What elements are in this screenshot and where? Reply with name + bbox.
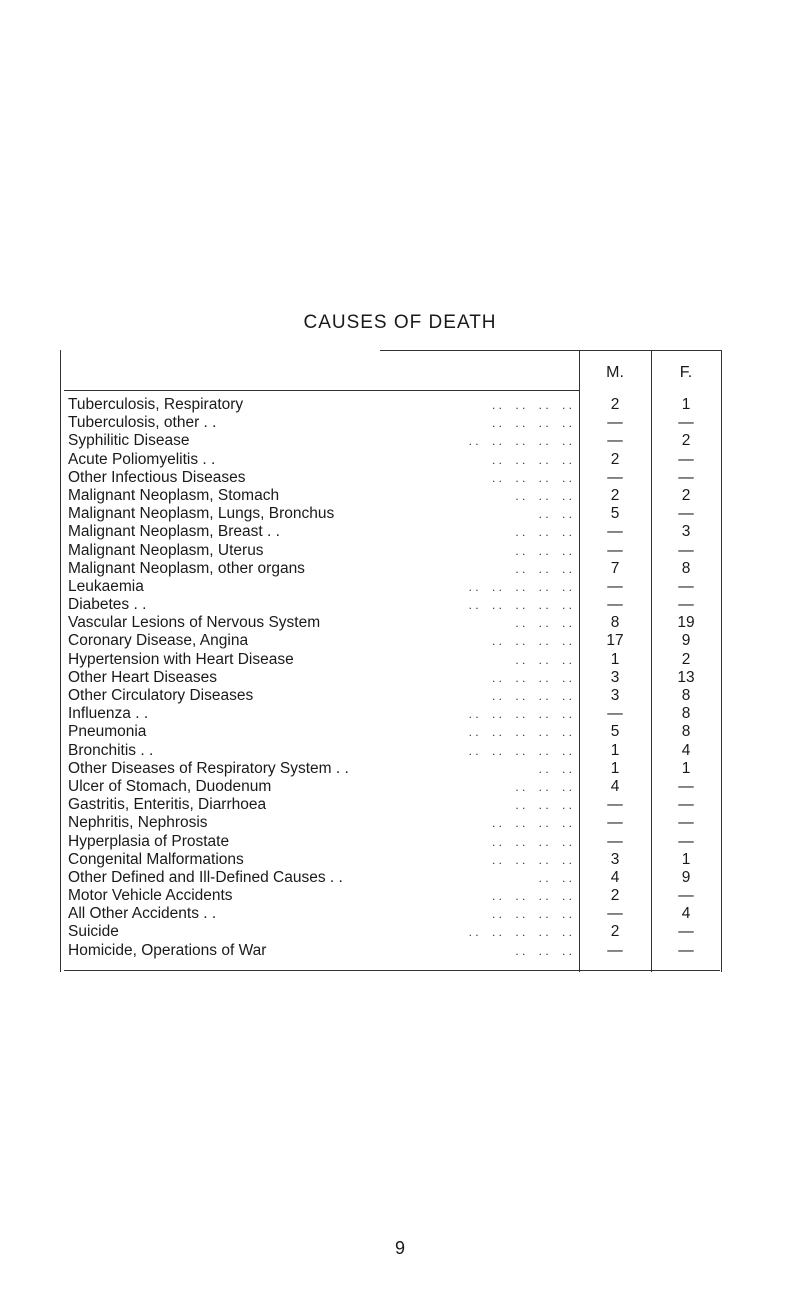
- female-count: —: [678, 541, 694, 559]
- cause-label: Malignant Neoplasm, Stomach: [68, 486, 280, 504]
- leader-dots: . . . . . .: [515, 561, 572, 576]
- cause-label: Bronchitis . .: [68, 741, 154, 759]
- leader-dots: . . . . . . . .: [491, 452, 572, 467]
- male-count: 2: [610, 450, 620, 468]
- cause-label: Pneumonia: [68, 723, 147, 741]
- female-count: 2: [681, 432, 691, 450]
- page-title: CAUSES OF DEATH: [303, 312, 497, 333]
- table-row: [60, 596, 722, 614]
- female-count: 9: [681, 868, 691, 886]
- male-count: 1: [610, 759, 620, 777]
- male-count: 5: [610, 723, 620, 741]
- table-row: [60, 760, 722, 778]
- cause-label: Tuberculosis, Respiratory: [68, 396, 244, 413]
- cause-label: Suicide: [68, 923, 119, 941]
- cause-label: Other Circulatory Diseases: [68, 687, 254, 704]
- male-count: —: [607, 432, 623, 450]
- male-count: 17: [606, 632, 624, 650]
- male-count: 3: [610, 687, 620, 704]
- male-count: —: [607, 905, 623, 923]
- male-count: —: [607, 832, 623, 850]
- male-count: —: [607, 541, 623, 559]
- female-count: —: [678, 941, 694, 959]
- leader-dots: . . . . . .: [515, 943, 572, 958]
- female-count: 1: [681, 759, 691, 777]
- cause-label: Coronary Disease, Angina: [68, 632, 249, 650]
- table-row: [60, 723, 722, 741]
- leader-dots: . . . . . . . . . .: [468, 579, 572, 594]
- cause-label: Motor Vehicle Accidents: [68, 887, 233, 905]
- male-count: 3: [610, 850, 620, 868]
- male-count: —: [607, 414, 623, 432]
- female-count: 2: [681, 486, 691, 504]
- table-row: [60, 560, 722, 578]
- male-count: 3: [610, 668, 620, 686]
- male-count: —: [607, 468, 623, 486]
- female-count: —: [678, 450, 694, 468]
- leader-dots: . . . . . . . . . .: [468, 707, 572, 722]
- table-row: [60, 505, 722, 523]
- leader-dots: . . . . . . . . . .: [468, 598, 572, 613]
- female-count: —: [678, 596, 694, 614]
- cause-label: Syphilitic Disease: [68, 432, 190, 450]
- header-rule: [64, 390, 579, 391]
- table-row: [60, 669, 722, 687]
- table-row: [60, 778, 722, 796]
- female-count: 13: [677, 668, 695, 686]
- male-count: 2: [610, 486, 620, 504]
- leader-dots: . . . . . . . .: [491, 634, 572, 649]
- female-count: 3: [681, 523, 691, 541]
- female-count: —: [678, 923, 694, 941]
- female-count: —: [678, 414, 694, 432]
- leader-dots: . . . . . . . .: [491, 852, 572, 867]
- female-count: —: [678, 468, 694, 486]
- female-count: 8: [681, 559, 691, 577]
- cause-label: Hyperplasia of Prostate: [68, 832, 230, 850]
- male-count: 8: [610, 614, 620, 632]
- female-count: —: [678, 814, 694, 832]
- table-row: [60, 814, 722, 832]
- male-count: —: [607, 596, 623, 614]
- cause-label: Other Defined and Ill-Defined Causes . .: [68, 868, 343, 886]
- table-row: [60, 796, 722, 814]
- cause-label: Diabetes . .: [68, 596, 147, 614]
- table-row: [60, 523, 722, 541]
- male-count: —: [607, 814, 623, 832]
- leader-dots: . . . .: [538, 870, 572, 885]
- male-count: —: [607, 705, 623, 723]
- table-row: [60, 614, 722, 632]
- cause-label: Congenital Malformations: [68, 850, 244, 868]
- female-count: 4: [681, 741, 691, 759]
- cause-label: Other Infectious Diseases: [68, 468, 246, 486]
- leader-dots: . . . . . .: [515, 488, 572, 503]
- cause-label: Homicide, Operations of War: [68, 941, 267, 959]
- male-count: 5: [610, 505, 620, 523]
- male-column-header: M.: [606, 364, 624, 381]
- table-row: [60, 923, 722, 941]
- cause-label: Malignant Neoplasm, Breast . .: [68, 523, 280, 541]
- table-row: [60, 942, 722, 960]
- male-count: —: [607, 523, 623, 541]
- cause-label: Tuberculosis, other . .: [68, 414, 217, 432]
- table-body: [60, 396, 722, 960]
- table-row: [60, 833, 722, 851]
- female-count: —: [678, 832, 694, 850]
- table-row: [60, 578, 722, 596]
- cause-label: Other Diseases of Respiratory System . .: [68, 759, 349, 777]
- table-row: [60, 396, 722, 414]
- female-count: 19: [677, 614, 695, 632]
- table-row: [60, 742, 722, 760]
- leader-dots: . . . . . . . . . .: [468, 925, 572, 940]
- table-row: [60, 632, 722, 650]
- table-top-rule: [380, 350, 722, 351]
- table-row: [60, 851, 722, 869]
- male-count: 2: [610, 396, 620, 413]
- page-number: 9: [394, 1238, 405, 1258]
- leader-dots: . . . . . .: [515, 652, 572, 667]
- male-count: 4: [610, 777, 620, 795]
- table-row: [60, 542, 722, 560]
- female-count: 9: [681, 632, 691, 650]
- female-count: 8: [681, 687, 691, 704]
- leader-dots: . . . . . .: [515, 525, 572, 540]
- leader-dots: . . . . . . . .: [491, 670, 572, 685]
- male-count: 7: [610, 559, 620, 577]
- leader-dots: . . . . . . . . . .: [468, 743, 572, 758]
- leader-dots: . . . . . .: [515, 616, 572, 631]
- female-count: —: [678, 505, 694, 523]
- male-count: 2: [610, 923, 620, 941]
- male-count: 1: [610, 650, 620, 668]
- leader-dots: . . . . . .: [515, 798, 572, 813]
- cause-label: Influenza . .: [68, 705, 149, 723]
- table-row: [60, 651, 722, 669]
- table-bottom-rule: [64, 970, 720, 971]
- cause-label: Other Heart Diseases: [68, 668, 218, 686]
- female-count: 8: [681, 723, 691, 741]
- cause-label: Malignant Neoplasm, Lungs, Bronchus: [68, 505, 335, 523]
- leader-dots: . . . . . . . .: [491, 416, 572, 431]
- female-count: 8: [681, 705, 691, 723]
- table-row: [60, 905, 722, 923]
- table-row: [60, 432, 722, 450]
- cause-label: All Other Accidents . .: [68, 905, 217, 923]
- leader-dots: . . . . . . . .: [491, 470, 572, 485]
- cause-label: Vascular Lesions of Nervous System: [68, 614, 321, 632]
- cause-label: Nephritis, Nephrosis: [68, 814, 208, 832]
- leader-dots: . . . . . . . . . .: [468, 434, 572, 449]
- table-row: [60, 687, 722, 705]
- leader-dots: . . . . . .: [515, 543, 572, 558]
- table-row: [60, 451, 722, 469]
- female-count: 2: [681, 650, 691, 668]
- causes-of-death-table: [60, 350, 722, 972]
- cause-label: Leukaemia: [68, 577, 144, 595]
- table-row: [60, 887, 722, 905]
- table-row: [60, 869, 722, 887]
- cause-label: Acute Poliomyelitis . .: [68, 450, 216, 468]
- leader-dots: . . . . . . . .: [491, 816, 572, 831]
- cause-label: Malignant Neoplasm, Uterus: [68, 541, 264, 559]
- male-count: 4: [610, 868, 620, 886]
- male-count: 2: [610, 887, 620, 905]
- male-count: 1: [610, 741, 620, 759]
- table-row: [60, 705, 722, 723]
- female-count: —: [678, 577, 694, 595]
- male-count: —: [607, 577, 623, 595]
- leader-dots: . . . . . . . .: [491, 398, 572, 412]
- female-count: —: [678, 796, 694, 814]
- table-row: [60, 469, 722, 487]
- table-row: [60, 414, 722, 432]
- leader-dots: . . . . . .: [515, 779, 572, 794]
- leader-dots: . . . . . . . .: [491, 834, 572, 849]
- leader-dots: . . . . . . . .: [491, 889, 572, 904]
- female-count: 1: [681, 396, 691, 413]
- female-column-header: F.: [679, 364, 693, 381]
- male-count: —: [607, 796, 623, 814]
- cause-label: Ulcer of Stomach, Duodenum: [68, 777, 272, 795]
- female-count: —: [678, 887, 694, 905]
- female-count: 1: [681, 850, 691, 868]
- leader-dots: . . . . . . . . . .: [468, 725, 572, 740]
- male-count: —: [607, 941, 623, 959]
- cause-label: Gastritis, Enteritis, Diarrhoea: [68, 796, 267, 814]
- female-count: —: [678, 777, 694, 795]
- leader-dots: . . . . . . . .: [491, 907, 572, 922]
- female-count: 4: [681, 905, 691, 923]
- cause-label: Malignant Neoplasm, other organs: [68, 559, 305, 577]
- leader-dots: . . . .: [538, 761, 572, 776]
- leader-dots: . . . .: [538, 507, 572, 522]
- leader-dots: . . . . . . . .: [491, 689, 572, 703]
- cause-label: Hypertension with Heart Disease: [68, 650, 294, 668]
- table-row: [60, 487, 722, 505]
